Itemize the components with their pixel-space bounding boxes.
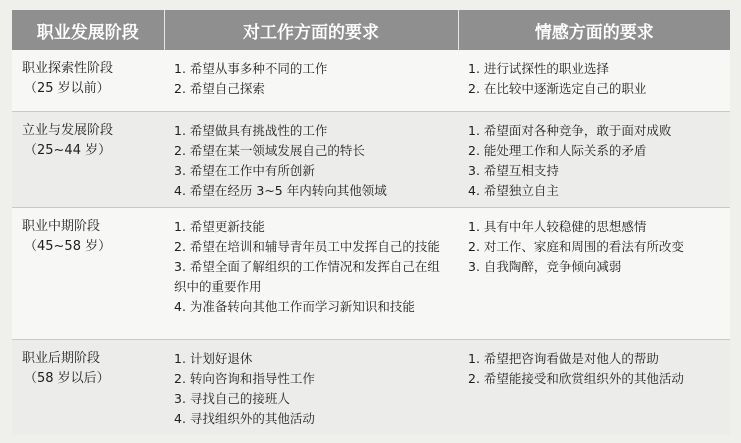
list-item: 1. 计划好退休	[174, 350, 253, 366]
stage-age: （45~58 岁）	[24, 238, 112, 254]
stage-cell	[12, 50, 164, 111]
stage-name: 职业中期阶段	[22, 218, 101, 234]
header-emotional-requirements: 情感方面的要求	[458, 10, 730, 50]
list-item: 3. 寻找自己的接班人	[174, 390, 290, 406]
list-item: 2. 希望自己探索	[174, 81, 265, 96]
list-item: 1. 具有中年人较稳健的思想感情	[468, 218, 647, 234]
table-row	[12, 207, 730, 339]
stage-name: 职业后期阶段	[22, 350, 101, 366]
table-row	[12, 111, 730, 207]
emotion-cell	[458, 339, 730, 435]
table-row	[12, 339, 730, 435]
emotion-cell	[458, 50, 730, 111]
list-item: 2. 希望在某一领域发展自己的特长	[174, 142, 365, 158]
list-item: 2. 希望在培训和辅导青年员工中发挥自己的技能	[174, 238, 440, 254]
list-item: 2. 能处理工作和人际关系的矛盾	[468, 142, 647, 158]
list-item: 1. 希望把咨询看做是对他人的帮助	[468, 350, 659, 366]
work-cell	[164, 339, 458, 435]
list-item: 1. 希望面对各种竞争，敢于面对成败	[468, 122, 672, 138]
list-item: 3. 自我陶醉，竞争倾向减弱	[468, 258, 622, 274]
work-cell	[164, 207, 458, 339]
list-item: 2. 转向咨询和指导性工作	[174, 370, 315, 386]
list-item: 4. 希望独立自主	[468, 182, 559, 198]
stage-cell	[12, 339, 164, 435]
stage-cell	[12, 207, 164, 339]
work-cell	[164, 50, 458, 111]
list-item: 1. 希望更新技能	[174, 218, 265, 234]
emotion-cell	[458, 111, 730, 207]
list-item: 4. 希望在经历 3~5 年内转向其他领域	[174, 182, 387, 198]
table-header-row	[12, 10, 730, 50]
list-item: 2. 希望能接受和欣赏组织外的其他活动	[468, 370, 684, 386]
stage-age: （25 岁以前）	[24, 81, 110, 96]
header-work-requirements: 对工作方面的要求	[164, 10, 458, 50]
header-stage: 职业发展阶段	[12, 10, 164, 50]
stage-cell	[12, 111, 164, 207]
list-item: 4. 寻找组织外的其他活动	[174, 410, 315, 426]
table-row	[12, 50, 730, 111]
work-cell	[164, 111, 458, 207]
stage-age: （25~44 岁）	[24, 142, 112, 158]
stage-age: （58 岁以后）	[24, 370, 110, 386]
list-item: 2. 在比较中逐渐选定自己的职业	[468, 81, 647, 96]
list-item: 2. 对工作、家庭和周围的看法有所改变	[468, 238, 684, 254]
list-item: 1. 希望从事多种不同的工作	[174, 61, 328, 76]
list-item: 1. 进行试探性的职业选择	[468, 61, 609, 76]
list-item: 3. 希望互相支持	[468, 162, 559, 178]
emotion-cell	[458, 207, 730, 339]
list-item: 4. 为准备转向其他工作而学习新知识和技能	[174, 298, 415, 314]
list-item: 3. 希望全面了解组织的工作情况和发挥自己在组织中的重要作用	[174, 258, 440, 294]
stage-name: 立业与发展阶段	[22, 122, 114, 138]
list-item: 1. 希望做具有挑战性的工作	[174, 122, 328, 138]
career-stage-table	[12, 10, 730, 435]
stage-name: 职业探索性阶段	[22, 61, 114, 76]
list-item: 3. 希望在工作中有所创新	[174, 162, 315, 178]
